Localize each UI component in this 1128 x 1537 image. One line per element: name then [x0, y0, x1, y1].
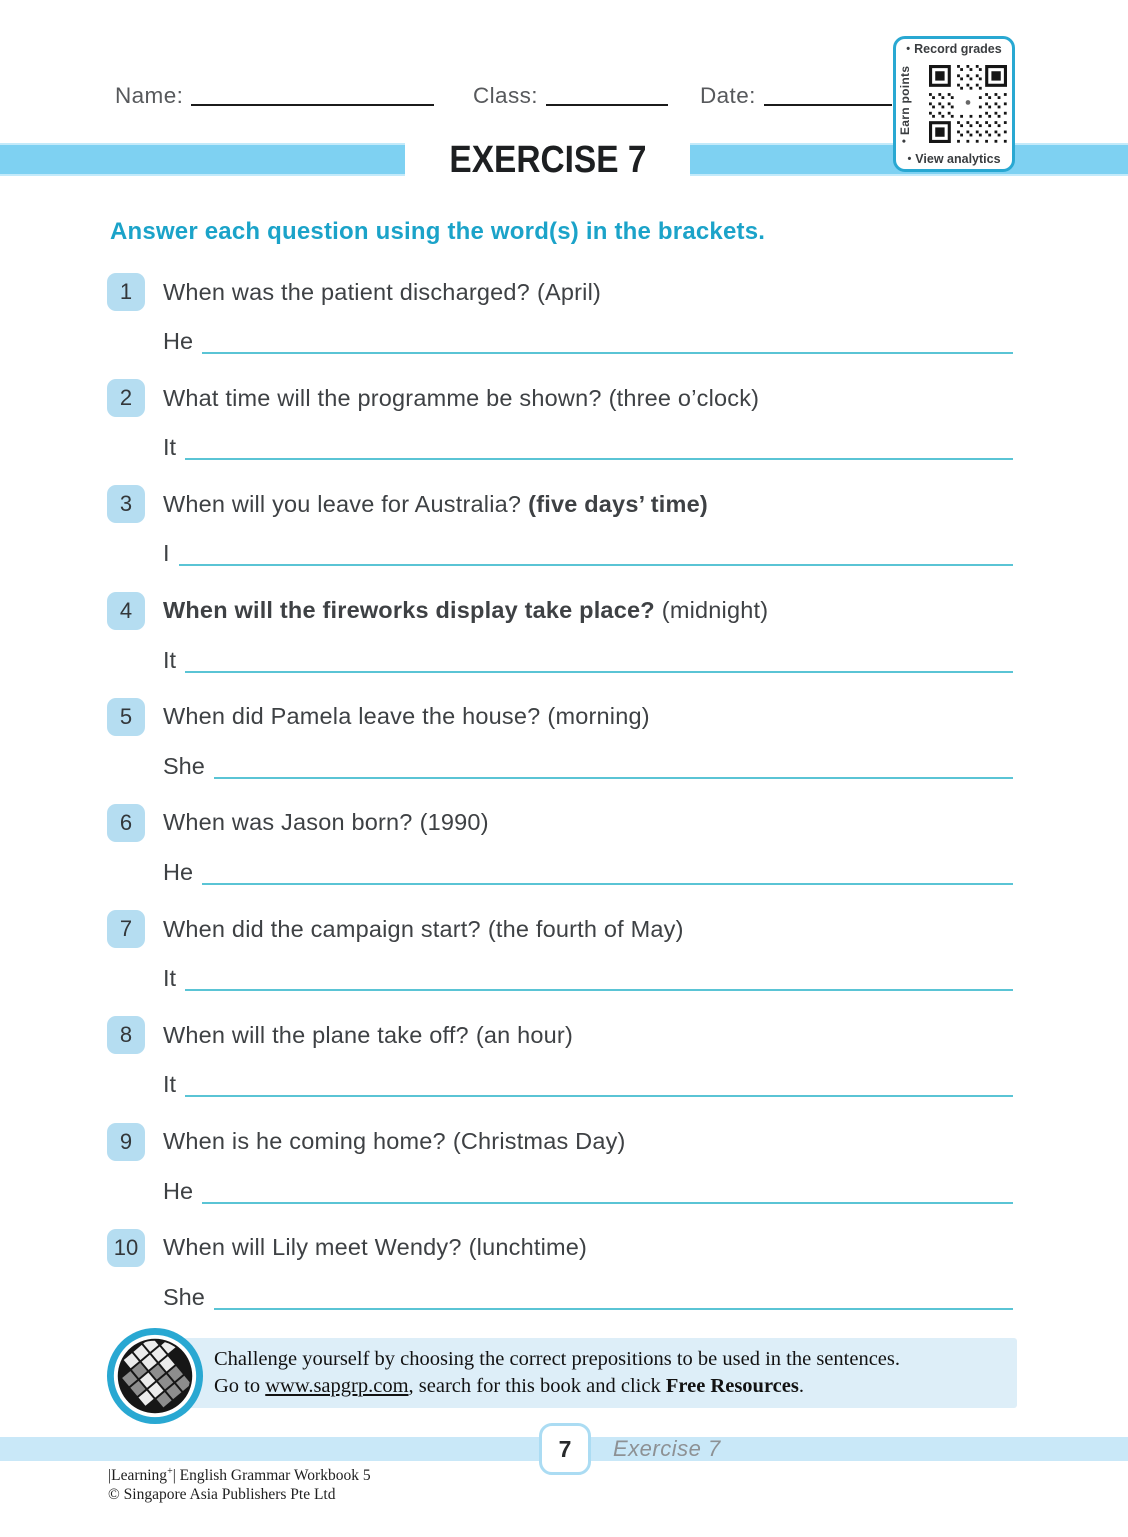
question-main-text: What time will the programme be shown? — [163, 384, 602, 411]
name-input-line[interactable] — [191, 86, 434, 106]
question-text — [163, 491, 708, 518]
question-number: 2 — [119, 385, 133, 411]
class-input-line[interactable] — [546, 86, 668, 106]
question-number-badge — [107, 698, 145, 736]
question-bracket-hint: (midnight) — [661, 597, 769, 624]
question-bracket-hint: (lunchtime) — [468, 1234, 588, 1261]
answer-line[interactable] — [202, 322, 1013, 354]
answer-prefix: He — [163, 858, 194, 885]
question-bracket-hint: (an hour) — [475, 1021, 573, 1048]
question-number-badge — [107, 273, 145, 311]
page-title: EXERCISE 7 — [448, 139, 647, 181]
question-main-text: When is he coming home? — [163, 1128, 446, 1154]
footer-exercise-label: Exercise 7 — [613, 1436, 721, 1461]
question-number: 10 — [113, 1234, 139, 1260]
question-text — [163, 809, 489, 836]
date-input-line[interactable] — [764, 86, 892, 106]
question-text — [163, 279, 601, 306]
answer-line[interactable] — [179, 534, 1013, 566]
question-block — [107, 272, 1013, 378]
question-number-badge — [107, 1016, 145, 1054]
question-bracket-hint: (five days’ time) — [528, 490, 708, 517]
question-block — [107, 697, 1013, 803]
imprint-line1: |Learning+| English Grammar Workbook 5 — [108, 1466, 371, 1485]
challenge-line2: Go to www.sapgrp.com, search for this book and click Free Resources. — [214, 1375, 804, 1397]
question-main-text: When will you leave for Australia? — [163, 490, 522, 517]
answer-prefix: It — [163, 434, 177, 461]
question-number-badge — [107, 1229, 145, 1267]
name-field — [115, 83, 434, 109]
question-number: 1 — [119, 279, 133, 304]
question-block — [107, 484, 1013, 590]
challenge-line1: Challenge yourself by choosing the correct prepositions to be used in the sentences. — [214, 1348, 900, 1370]
date-label: Date: — [700, 83, 756, 108]
page-number-box — [539, 1423, 591, 1475]
question-block — [107, 803, 1013, 909]
question-number-badge — [107, 379, 145, 417]
bullet-icon: • — [906, 42, 911, 55]
question-number: 9 — [119, 1128, 133, 1154]
question-number-badge — [107, 592, 145, 630]
qr-bottom-label: • View analytics — [907, 152, 1001, 166]
question-number-badge — [107, 804, 145, 842]
question-list — [107, 272, 1013, 1334]
question-text — [163, 703, 650, 730]
question-number: 7 — [119, 916, 133, 942]
crossword-icon — [106, 1327, 204, 1425]
question-text — [163, 1022, 573, 1049]
question-number: 6 — [119, 809, 133, 835]
answer-prefix: She — [163, 752, 205, 779]
answer-line[interactable] — [185, 1065, 1013, 1097]
sapgrp-link[interactable]: www.sapgrp.com — [265, 1375, 409, 1397]
question-block — [107, 1122, 1013, 1228]
question-main-text: When did Pamela leave the house? — [163, 703, 541, 730]
question-block — [107, 909, 1013, 1015]
answer-line[interactable] — [214, 747, 1013, 779]
answer-line[interactable] — [214, 1278, 1013, 1310]
question-text — [163, 1234, 587, 1261]
instruction-text: Answer each question using the word(s) in the brackets. — [110, 218, 766, 245]
question-number-badge — [107, 485, 145, 523]
question-block — [107, 591, 1013, 697]
question-bracket-hint: (three o’clock) — [608, 384, 760, 411]
date-field — [700, 83, 892, 109]
answer-prefix: He — [163, 1177, 194, 1204]
question-bracket-hint: (1990) — [419, 809, 489, 836]
question-bracket-hint: (the fourth of May) — [487, 915, 684, 942]
question-main-text: When did the campaign start? — [163, 915, 481, 942]
question-block — [107, 1015, 1013, 1121]
question-number-badge — [107, 1123, 145, 1161]
imprint-line2: © Singapore Asia Publishers Pte Ltd — [108, 1486, 336, 1504]
answer-prefix: She — [163, 1283, 205, 1310]
class-field — [473, 83, 668, 109]
bullet-icon: • — [907, 152, 912, 165]
answer-prefix: It — [163, 965, 177, 992]
answer-line[interactable] — [202, 853, 1013, 885]
qr-top-label: • Record grades — [906, 42, 1002, 56]
imprint — [108, 1462, 371, 1504]
question-text — [163, 916, 684, 943]
bullet-icon: • — [898, 138, 911, 143]
question-number: 8 — [119, 1022, 133, 1048]
question-block — [107, 378, 1013, 484]
class-label: Class: — [473, 83, 538, 108]
question-number: 3 — [119, 491, 133, 517]
qr-left-label: • Earn points — [898, 65, 912, 143]
free-resources-label: Free Resources — [665, 1375, 799, 1397]
answer-line[interactable] — [202, 1172, 1013, 1204]
page-number: 7 — [558, 1435, 572, 1462]
question-bracket-hint: (April) — [536, 278, 602, 305]
question-main-text: When was the patient discharged? — [163, 278, 530, 305]
qr-code-icon — [929, 65, 1007, 143]
answer-line[interactable] — [185, 428, 1013, 460]
question-bracket-hint: (morning) — [547, 703, 650, 730]
answer-prefix: He — [163, 328, 194, 354]
answer-line[interactable] — [185, 641, 1013, 673]
question-block — [107, 1228, 1013, 1334]
question-text — [163, 1128, 626, 1155]
question-number: 5 — [119, 703, 133, 729]
answer-prefix: I — [163, 540, 170, 567]
challenge-box — [152, 1338, 1017, 1408]
question-number-badge — [107, 910, 145, 948]
question-main-text: When will the fireworks display take place? — [163, 597, 655, 624]
question-main-text: When was Jason born? — [163, 809, 413, 836]
qr-panel — [893, 36, 1015, 172]
question-text — [163, 385, 759, 412]
question-text — [163, 597, 768, 624]
answer-line[interactable] — [185, 959, 1013, 991]
question-bracket-hint: (Christmas Day) — [452, 1128, 626, 1154]
answer-prefix: It — [163, 646, 177, 673]
name-label: Name: — [115, 83, 184, 108]
answer-prefix: It — [163, 1071, 177, 1098]
question-main-text: When will the plane take off? — [163, 1021, 469, 1048]
banner-title-box — [405, 132, 690, 189]
question-number: 4 — [119, 597, 133, 623]
question-main-text: When will Lily meet Wendy? — [163, 1234, 462, 1261]
